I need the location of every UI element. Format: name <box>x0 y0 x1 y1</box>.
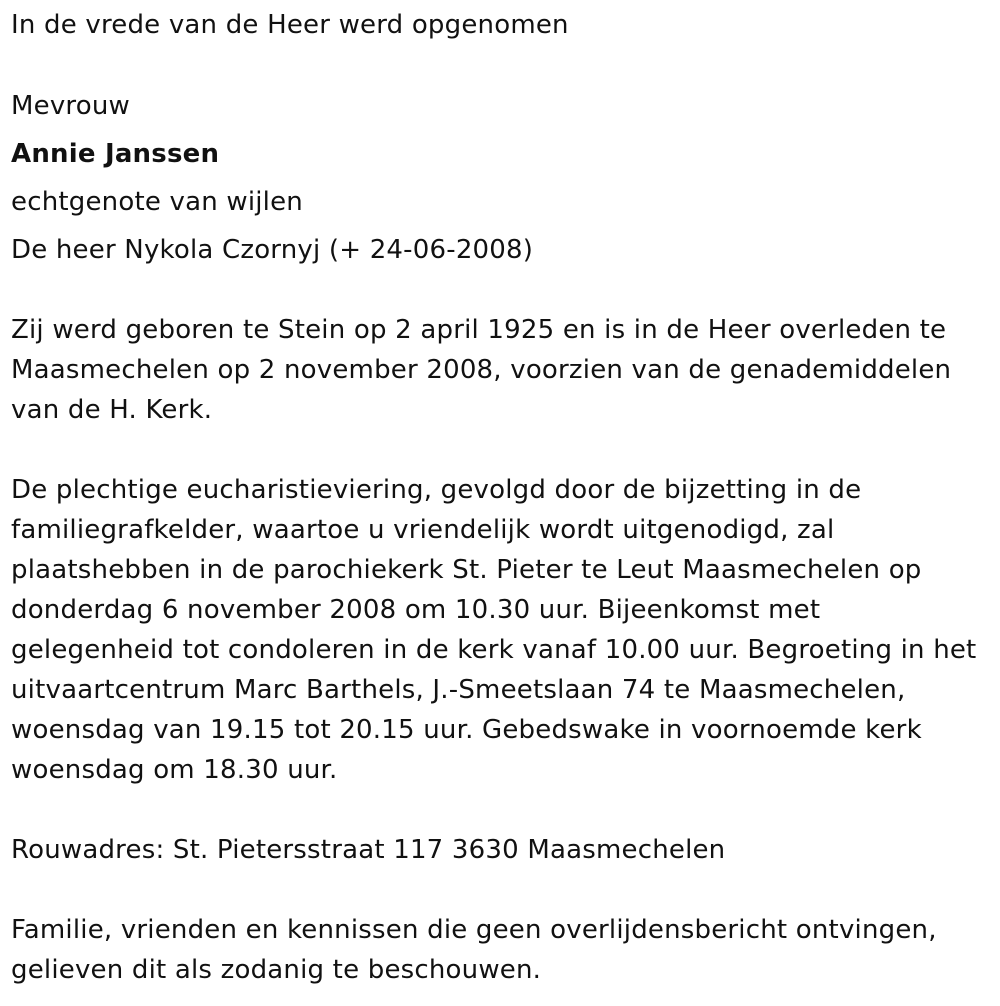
paragraph-line: woensdag om 18.30 uur. <box>11 755 338 785</box>
intro-line: In de vrede van de Heer werd opgenomen <box>11 10 569 40</box>
paragraph-line: gelegenheid tot condoleren in de kerk vanaf 10.00 uur. Begroeting in het <box>11 635 977 665</box>
deceased-name: Annie Janssen <box>11 139 220 169</box>
mourning-address: Rouwadres: St. Pietersstraat 117 3630 Maasmechelen <box>11 835 726 865</box>
paragraph-line: plaatshebben in de parochiekerk St. Pieter te Leut Maasmechelen op <box>11 555 922 585</box>
paragraph-line: Zij werd geboren te Stein op 2 april 1925 en is in de Heer overleden te <box>11 315 947 345</box>
relation-line: echtgenote van wijlen <box>11 187 303 217</box>
paragraph-line: uitvaartcentrum Marc Barthels, J.-Smeetslaan 74 te Maasmechelen, <box>11 675 906 705</box>
paragraph-line: van de H. Kerk. <box>11 395 213 425</box>
paragraph-line: De plechtige eucharistieviering, gevolgd door de bijzetting in de <box>11 475 862 505</box>
paragraph-line: Familie, vrienden en kennissen die geen overlijdensbericht ontvingen, <box>11 915 937 945</box>
paragraph-line: donderdag 6 november 2008 om 10.30 uur. Bijeenkomst met <box>11 595 821 625</box>
salutation: Mevrouw <box>11 91 130 121</box>
spouse-line: De heer Nykola Czornyj (+ 24-06-2008) <box>11 235 534 265</box>
paragraph-line: familiegrafkelder, waartoe u vriendelijk wordt uitgenodigd, zal <box>11 515 835 545</box>
paragraph-line: Maasmechelen op 2 november 2008, voorzien van de genademiddelen <box>11 355 952 385</box>
paragraph-line: woensdag van 19.15 tot 20.15 uur. Gebedswake in voornoemde kerk <box>11 715 922 745</box>
paragraph-line: gelieven dit als zodanig te beschouwen. <box>11 955 542 985</box>
